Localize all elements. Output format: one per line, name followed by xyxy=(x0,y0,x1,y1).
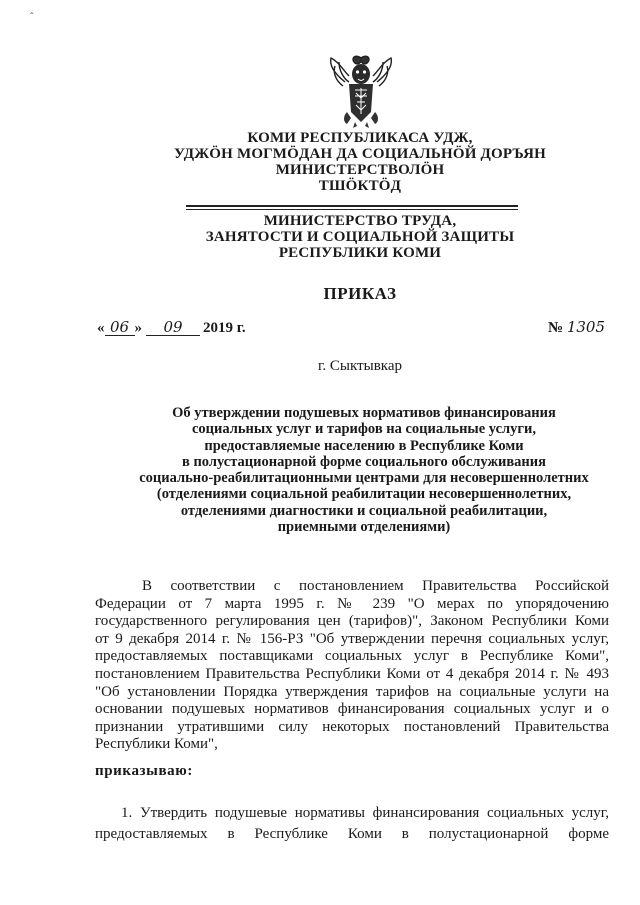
header-divider xyxy=(186,205,518,207)
date-year: 2019 г. xyxy=(203,320,246,336)
order-word: приказываю: xyxy=(95,763,193,779)
subject-line: предоставляемые населению в Республике Коми xyxy=(204,437,524,454)
subject-line: социально-реабилитационными центрами для несовершеннолетних xyxy=(139,470,589,487)
ministry-header xyxy=(100,213,620,261)
komi-header-line: МИНИСТЕРСТВОЛӦН xyxy=(275,162,445,178)
subject-line: отделениями диагностики и социальной реабилитации, xyxy=(180,502,548,519)
order-subject xyxy=(96,405,632,535)
order-number xyxy=(548,318,606,337)
preamble-paragraph xyxy=(95,578,609,754)
date-close-quote: » xyxy=(134,320,142,336)
order-date xyxy=(97,320,246,337)
subject-line: в полустационарной форме социального обслуживания xyxy=(182,453,546,470)
header-divider xyxy=(186,209,518,210)
subject-line: приемными отделениями) xyxy=(277,519,451,536)
ministry-header-line: ЗАНЯТОСТИ И СОЦИАЛЬНОЙ ЗАЩИТЫ xyxy=(205,229,515,245)
komi-header-line: ТШӦКТӦД xyxy=(318,178,402,194)
date-month: 09 xyxy=(146,320,200,336)
date-open-quote: « xyxy=(97,320,105,336)
paragraph-line: от 9 декабря 2014 г. № 156-РЗ "Об утверждении перечня социальных услуг, xyxy=(95,630,609,647)
subject-line: социальных услуг и тарифов на социальные услуги, xyxy=(191,421,536,438)
ministry-header-line: МИНИСТЕРСТВО ТРУДА, xyxy=(263,213,457,229)
coat-of-arms-icon xyxy=(325,52,397,128)
order-item-1 xyxy=(95,803,609,845)
paragraph-line: постановлением Правительства Республики Коми от 4 декабря 2014 г. № 493 xyxy=(95,665,609,682)
paragraph-line: предоставляемых поставщиками социальных услуг в Республике Коми", xyxy=(95,648,609,665)
subject-line: (отделениями социальной реабилитации несовершеннолетних, xyxy=(156,486,572,503)
komi-header-line: КОМИ РЕСПУБЛИКАСА УДЖ, xyxy=(247,130,473,146)
number-label: № xyxy=(548,320,564,336)
paragraph-line: государственного регулирования цен (тарифов)", Законом Республики Коми xyxy=(95,613,609,630)
paragraph-line: основании подушевых нормативов финансирования социальных услуг и о xyxy=(95,701,609,718)
paragraph-line: предоставляемых в Республике Коми в полустационарной форме xyxy=(95,826,609,842)
paragraph-line: Федерации от 7 марта 1995 г. № 239 "О мерах по упорядочению xyxy=(95,595,609,612)
komi-header xyxy=(100,130,620,194)
corner-mark: ˆ xyxy=(30,12,34,23)
date-day: 06 xyxy=(105,320,135,336)
document-type: ПРИКАЗ xyxy=(323,284,397,303)
number-value: 1305 xyxy=(566,318,606,336)
paragraph-line: В соответствии с постановлением Правительства Российской xyxy=(142,578,609,594)
paragraph-line: "Об установлении Порядка утверждения тарифов на социальные услуги на xyxy=(95,683,609,700)
paragraph-line: признании утратившими силу некоторых постановлений Правительства xyxy=(95,718,609,735)
komi-header-line: УДЖӦН МОГМӦДАН ДА СОЦИАЛЬНӦЙ ДОРЪЯН xyxy=(174,146,546,162)
city: г. Сыктывкар xyxy=(317,358,403,374)
paragraph-line: 1. Утвердить подушевые нормативы финансирования социальных услуг, xyxy=(121,805,609,821)
paragraph-line: Республики Коми", xyxy=(95,736,218,753)
subject-line: Об утверждении подушевых нормативов финансирования xyxy=(172,405,556,421)
ministry-header-line: РЕСПУБЛИКИ КОМИ xyxy=(278,245,442,261)
